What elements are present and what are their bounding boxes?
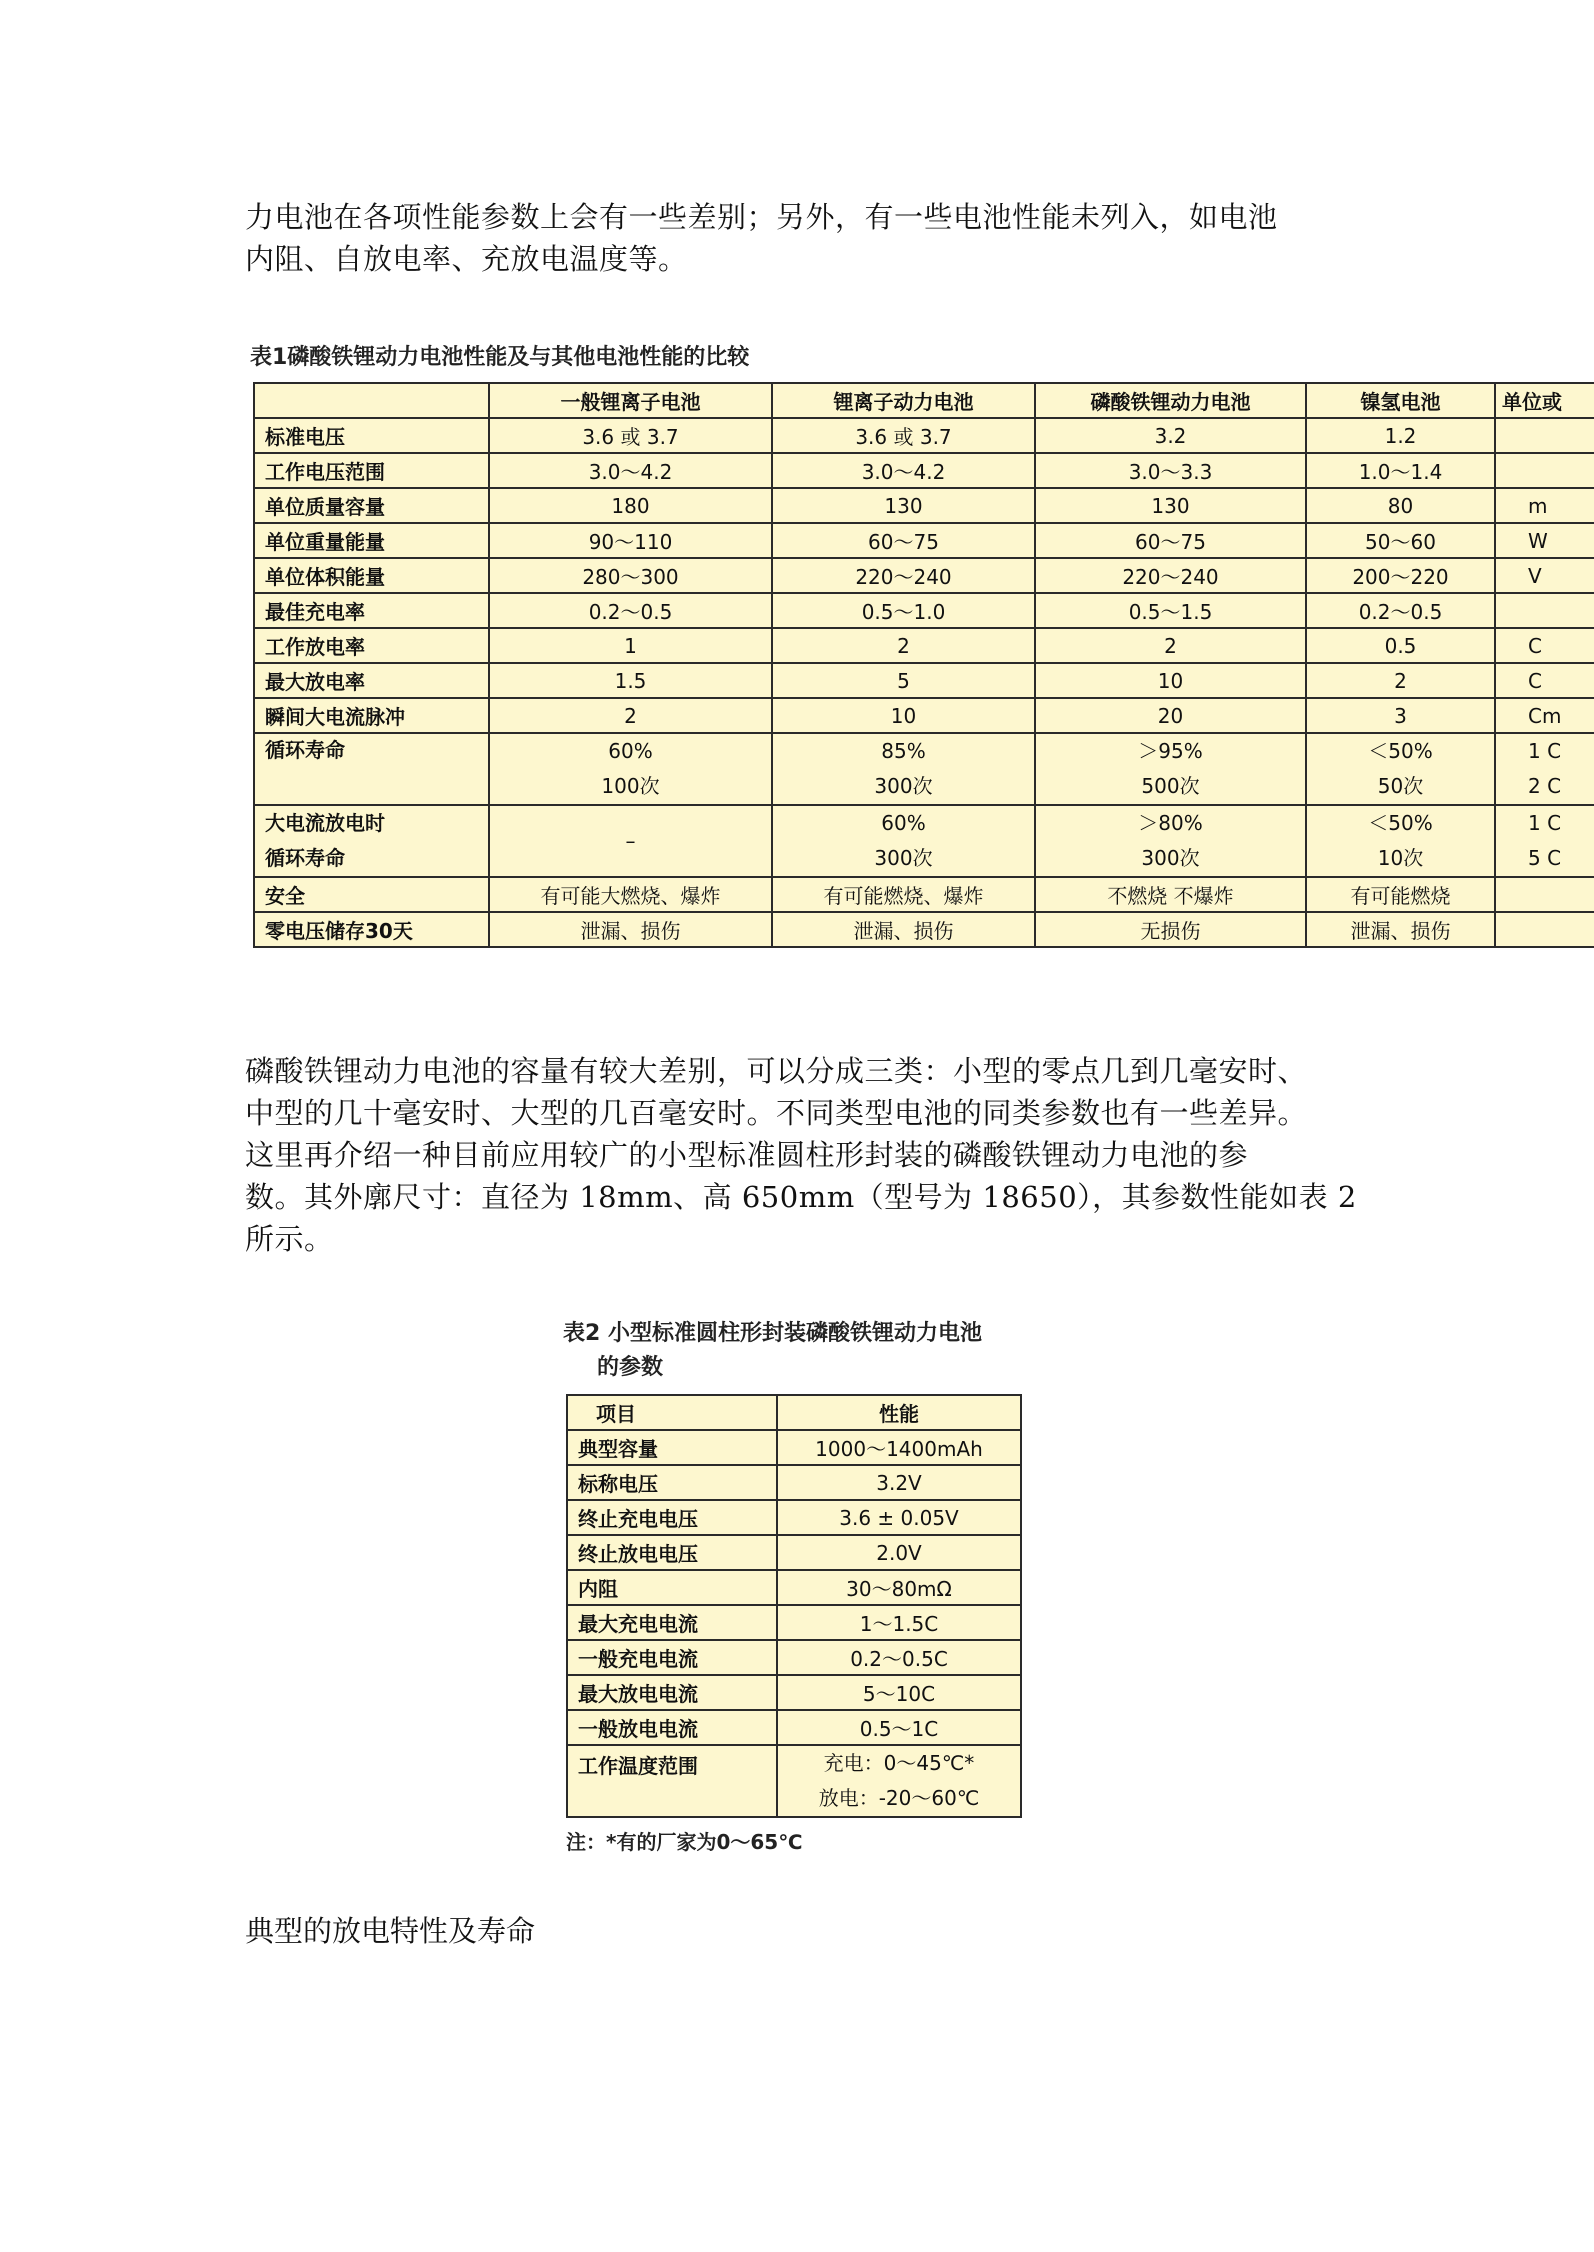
- row-label: 安全: [254, 877, 489, 912]
- table-cell: 泄漏、损伤: [772, 912, 1035, 947]
- table-row: [567, 1535, 1021, 1570]
- cell-line: ＞80%: [1138, 811, 1203, 835]
- table-row: [567, 1675, 1021, 1710]
- table-row: [254, 453, 1594, 488]
- cell-line: ＞95%: [1138, 739, 1203, 763]
- row-label: 最大放电电流: [567, 1675, 777, 1710]
- table-header-row: [254, 383, 1594, 418]
- row-label: 工作温度范围: [567, 1745, 777, 1817]
- row-label: 单位重量能量: [254, 523, 489, 558]
- table-cell: [1495, 805, 1594, 877]
- row-label-line: 大电流放电时: [265, 811, 385, 835]
- cell-line: 300次: [874, 846, 933, 870]
- table-cell: 有可能大燃烧、爆炸: [489, 877, 772, 912]
- table-cell: 130: [772, 488, 1035, 523]
- table-row: [254, 663, 1594, 698]
- paragraph-line: 所示。: [245, 1222, 334, 1256]
- table-cell: [1306, 733, 1495, 805]
- table-cell: 5～10C: [777, 1675, 1021, 1710]
- table-cell: [1495, 733, 1594, 805]
- cell-line: 60%: [608, 739, 653, 763]
- table-row: [567, 1710, 1021, 1745]
- table-cell: [1495, 593, 1594, 628]
- cell-line: 85%: [881, 739, 926, 763]
- table-cell: 3: [1306, 698, 1495, 733]
- table-cell: 泄漏、损伤: [1306, 912, 1495, 947]
- table-cell: 3.6 或 3.7: [772, 418, 1035, 453]
- table-row: [254, 488, 1594, 523]
- table1-body-bottom: [254, 877, 1594, 947]
- table-cell: [777, 1745, 1021, 1817]
- table-row: [254, 733, 1594, 805]
- cell-line: 50次: [1377, 774, 1424, 798]
- table-cell: 50～60: [1306, 523, 1495, 558]
- table-row: [567, 1500, 1021, 1535]
- row-label: 单位质量容量: [254, 488, 489, 523]
- table-cell: 0.5～1.5: [1035, 593, 1306, 628]
- cell-line: 5 C: [1528, 846, 1562, 870]
- cell-line: 充电：0～45℃*: [823, 1751, 975, 1775]
- table-cell: 0.2～0.5: [1306, 593, 1495, 628]
- table2-note: 注：*有的厂家为0～65℃: [566, 1830, 803, 1854]
- table-cell: 3.0～3.3: [1035, 453, 1306, 488]
- table-cell: 3.6 ± 0.05V: [777, 1500, 1021, 1535]
- table1-container: [253, 382, 1594, 952]
- table-cell: [772, 733, 1035, 805]
- table-cell: [772, 805, 1035, 877]
- table-cell: 220～240: [772, 558, 1035, 593]
- row-label: 标准电压: [254, 418, 489, 453]
- table-cell: 3.2V: [777, 1465, 1021, 1500]
- table-row: [254, 628, 1594, 663]
- table-cell: 无损伤: [1035, 912, 1306, 947]
- table-cell: 0.5～1C: [777, 1710, 1021, 1745]
- table-row: [254, 418, 1594, 453]
- table-cell: –: [489, 805, 772, 877]
- table-cell: 0.2～0.5: [489, 593, 772, 628]
- table-cell: 20: [1035, 698, 1306, 733]
- table-cell: 3.0～4.2: [489, 453, 772, 488]
- row-label: [254, 805, 489, 877]
- row-label: 零电压储存30天: [254, 912, 489, 947]
- row-label: 终止放电电压: [567, 1535, 777, 1570]
- paragraph-line: 这里再介绍一种目前应用较广的小型标准圆柱形封装的磷酸铁锂动力电池的参: [245, 1138, 1249, 1172]
- table1-caption: 表1磷酸铁锂动力电池性能及与其他电池性能的比较: [250, 345, 750, 370]
- table-row: [567, 1605, 1021, 1640]
- row-label: 瞬间大电流脉冲: [254, 698, 489, 733]
- table-row: [567, 1745, 1021, 1817]
- header-cell: 锂离子动力电池: [772, 383, 1035, 418]
- caption-line: 表2 小型标准圆柱形封装磷酸铁锂动力电池: [563, 1321, 982, 1346]
- table-cell: 200～220: [1306, 558, 1495, 593]
- table-cell: 5: [772, 663, 1035, 698]
- table-cell: 90～110: [489, 523, 772, 558]
- table-row: [254, 912, 1594, 947]
- table-cell: 130: [1035, 488, 1306, 523]
- row-label: 工作电压范围: [254, 453, 489, 488]
- table-header-row: [567, 1395, 1021, 1430]
- table-cell: 泄漏、损伤: [489, 912, 772, 947]
- cell-line: 10次: [1377, 846, 1424, 870]
- row-label: 最佳充电率: [254, 593, 489, 628]
- table-cell: 280～300: [489, 558, 772, 593]
- row-label: 单位体积能量: [254, 558, 489, 593]
- battery-parameters-table: [566, 1394, 1022, 1818]
- table-cell: Cm: [1495, 698, 1594, 733]
- table-cell: 0.5～1.0: [772, 593, 1035, 628]
- table-cell: 1.5: [489, 663, 772, 698]
- table-cell: 10: [1035, 663, 1306, 698]
- table-cell: 10: [772, 698, 1035, 733]
- row-label: 循环寿命: [254, 733, 489, 805]
- header-cell: 磷酸铁锂动力电池: [1035, 383, 1306, 418]
- cell-line: 60%: [881, 811, 926, 835]
- table2-body: [567, 1430, 1021, 1745]
- cell-line: 300次: [1141, 846, 1200, 870]
- table-cell: 2.0V: [777, 1535, 1021, 1570]
- section-heading: 典型的放电特性及寿命: [245, 1914, 536, 1948]
- table-row: [567, 1640, 1021, 1675]
- cell-line: 300次: [874, 774, 933, 798]
- header-cell: 单位或: [1495, 383, 1594, 418]
- header-cell: 镍氢电池: [1306, 383, 1495, 418]
- comparison-table: [253, 382, 1594, 948]
- header-cell: [254, 383, 489, 418]
- table-row: [254, 593, 1594, 628]
- header-cell: 一般锂离子电池: [489, 383, 772, 418]
- row-label: 最大放电率: [254, 663, 489, 698]
- table-row: [254, 877, 1594, 912]
- table-cell: [1035, 805, 1306, 877]
- header-cell: 性能: [777, 1395, 1021, 1430]
- table-row: [254, 523, 1594, 558]
- table-row: [254, 558, 1594, 593]
- row-label: 典型容量: [567, 1430, 777, 1465]
- table-cell: [1495, 418, 1594, 453]
- row-label: 内阻: [567, 1570, 777, 1605]
- table-row: [567, 1570, 1021, 1605]
- table-cell: 1000～1400mAh: [777, 1430, 1021, 1465]
- table-cell: W: [1495, 523, 1594, 558]
- table-cell: 1～1.5C: [777, 1605, 1021, 1640]
- cell-line: 放电：-20～60℃: [818, 1786, 980, 1810]
- table-cell: C: [1495, 628, 1594, 663]
- table-cell: 80: [1306, 488, 1495, 523]
- paragraph-line: 数。其外廓尺寸：直径为 18mm、高 650mm（型号为 18650），其参数性能如表 2: [245, 1180, 1357, 1214]
- table-cell: [1495, 877, 1594, 912]
- table-cell: 0.5: [1306, 628, 1495, 663]
- table-cell: 0.2～0.5C: [777, 1640, 1021, 1675]
- table-row: [254, 698, 1594, 733]
- cell-line: 1 C: [1528, 739, 1562, 763]
- header-cell: 项目: [567, 1395, 777, 1430]
- table-cell: 1.2: [1306, 418, 1495, 453]
- cell-line: 2 C: [1528, 774, 1562, 798]
- row-label: 一般放电电流: [567, 1710, 777, 1745]
- table-cell: 有可能燃烧: [1306, 877, 1495, 912]
- intro-paragraph: [245, 196, 1365, 280]
- table-cell: 60～75: [1035, 523, 1306, 558]
- table-cell: V: [1495, 558, 1594, 593]
- table-cell: 3.2: [1035, 418, 1306, 453]
- table-row: [567, 1465, 1021, 1500]
- cell-line: 500次: [1141, 774, 1200, 798]
- paragraph-line: 中型的几十毫安时、大型的几百毫安时。不同类型电池的同类参数也有一些差异。: [245, 1096, 1308, 1130]
- table-row: [254, 805, 1594, 877]
- cell-line: 1 C: [1528, 811, 1562, 835]
- table-cell: 2: [489, 698, 772, 733]
- caption-line: 的参数: [597, 1355, 664, 1380]
- paragraph-line: 磷酸铁锂动力电池的容量有较大差别，可以分成三类：小型的零点几到几毫安时、: [245, 1054, 1308, 1088]
- table-cell: 180: [489, 488, 772, 523]
- table-cell: 220～240: [1035, 558, 1306, 593]
- table-cell: 3.6 或 3.7: [489, 418, 772, 453]
- table-cell: 不燃烧 不爆炸: [1035, 877, 1306, 912]
- table-cell: [1495, 912, 1594, 947]
- row-label: 一般充电电流: [567, 1640, 777, 1675]
- cell-line: ＜50%: [1368, 811, 1433, 835]
- paragraph-line: 内阻、自放电率、充放电温度等。: [245, 242, 688, 276]
- row-label: 工作放电率: [254, 628, 489, 663]
- row-label: 最大充电电流: [567, 1605, 777, 1640]
- table-cell: m: [1495, 488, 1594, 523]
- table-cell: 1.0～1.4: [1306, 453, 1495, 488]
- cell-line: ＜50%: [1368, 739, 1433, 763]
- row-label: 标称电压: [567, 1465, 777, 1500]
- body-paragraph: [245, 1050, 1365, 1260]
- table-cell: 2: [1306, 663, 1495, 698]
- table-cell: [489, 733, 772, 805]
- table-cell: 60～75: [772, 523, 1035, 558]
- table2-caption: [563, 1317, 1043, 1385]
- row-label-line: 循环寿命: [265, 846, 345, 870]
- paragraph-line: 力电池在各项性能参数上会有一些差别；另外，有一些电池性能未列入，如电池: [245, 200, 1278, 234]
- table-cell: 30～80mΩ: [777, 1570, 1021, 1605]
- row-label: 终止充电电压: [567, 1500, 777, 1535]
- table-cell: 2: [1035, 628, 1306, 663]
- table-cell: 3.0～4.2: [772, 453, 1035, 488]
- table-cell: 2: [772, 628, 1035, 663]
- table-cell: [1035, 733, 1306, 805]
- table-cell: [1495, 453, 1594, 488]
- table-cell: [1306, 805, 1495, 877]
- table-cell: 有可能燃烧、爆炸: [772, 877, 1035, 912]
- table-row: [567, 1430, 1021, 1465]
- table-cell: C: [1495, 663, 1594, 698]
- table1-body: [254, 418, 1594, 733]
- cell-line: 100次: [601, 774, 660, 798]
- table-cell: 1: [489, 628, 772, 663]
